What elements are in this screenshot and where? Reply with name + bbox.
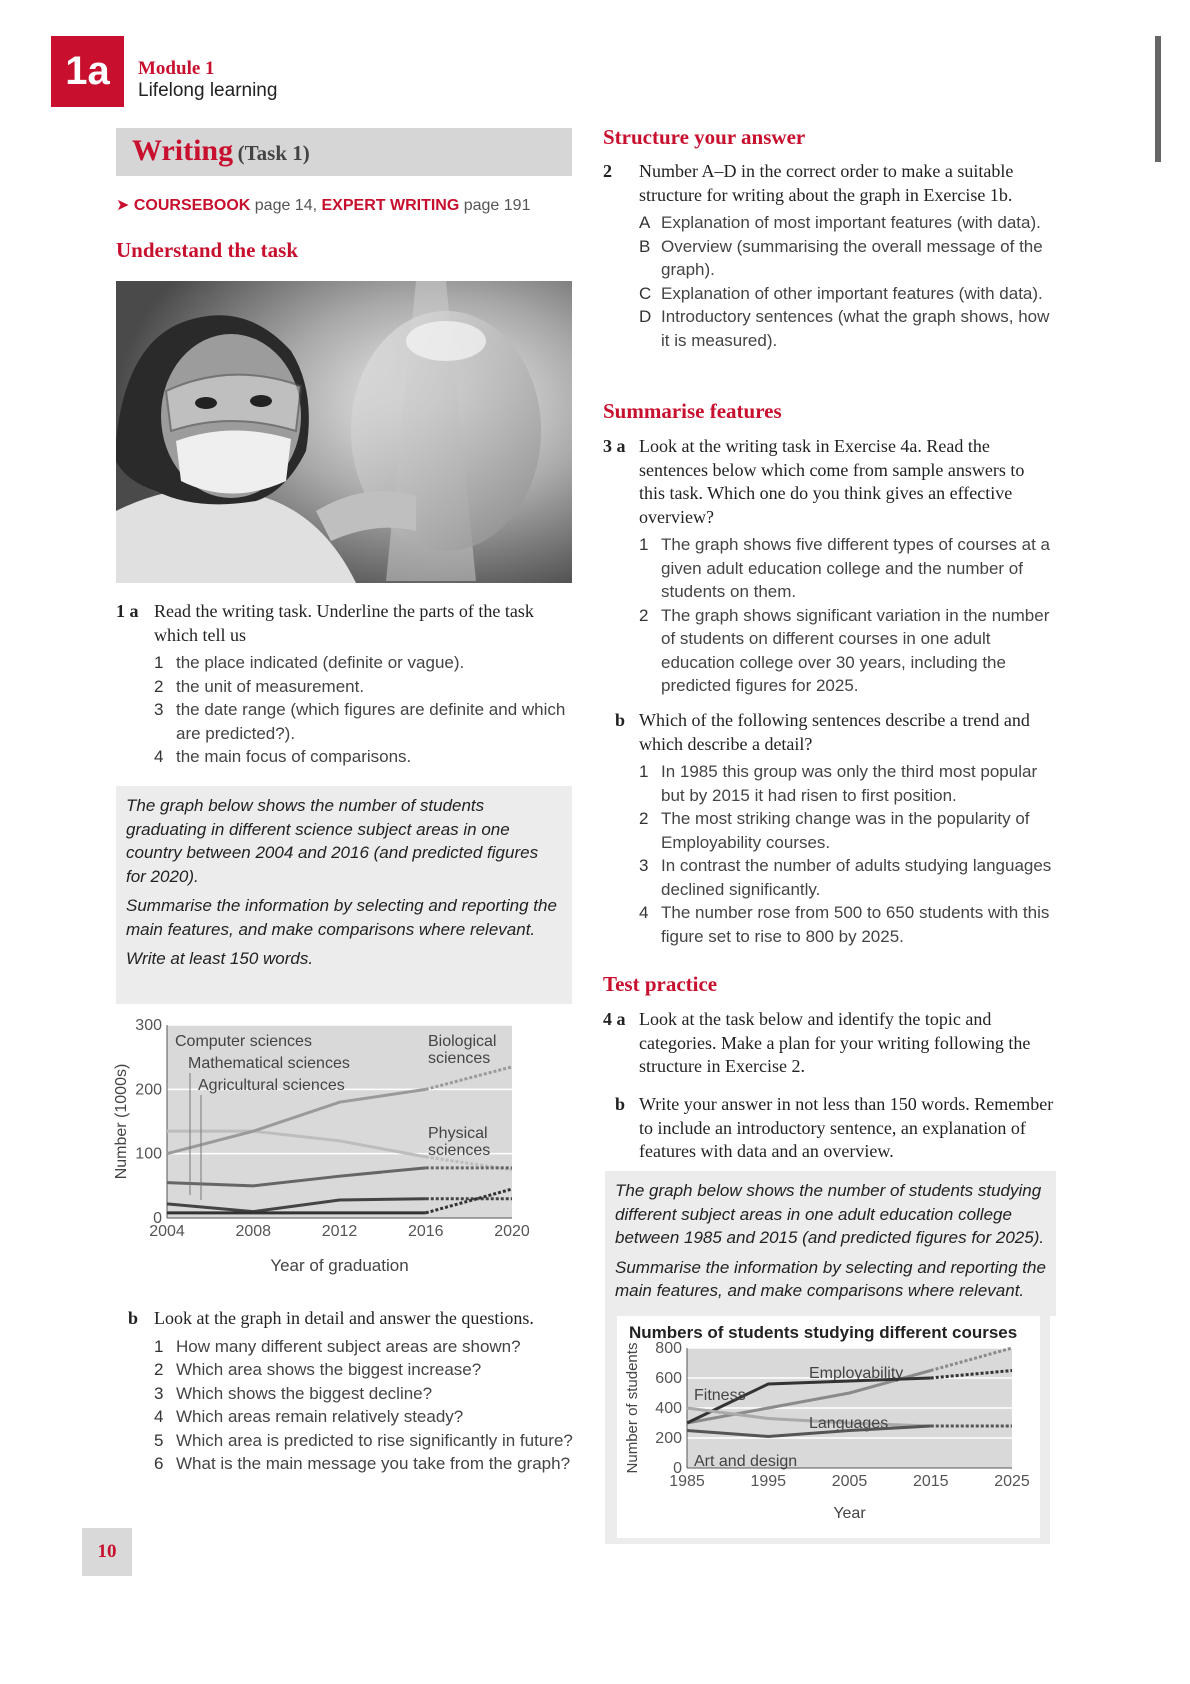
- x-tick-label: 2025: [994, 1473, 1030, 1490]
- exercise-list: [639, 533, 1053, 698]
- x-tick-label: 2008: [235, 1223, 272, 1240]
- list-item: 1 the place indicated (definite or vague).: [154, 653, 465, 672]
- list-item: 4 Which areas remain relatively steady?: [154, 1407, 464, 1426]
- exercise-list: [154, 651, 576, 769]
- exercise-instruction: Number A–D in the correct order to make a suitable structure for writing about the graph in Exercise 1b.: [639, 161, 1014, 205]
- exercise-3b: [603, 709, 1053, 948]
- list-item: 4 The number rose from 500 to 650 students with this figure set to rise to 800 by 2025.: [639, 903, 1050, 946]
- exercise-instruction: Write your answer in not less than 150 words. Remember to include an introductory sentence, an explanation of features with data and an overview.: [639, 1094, 1054, 1161]
- scientist-photo: [116, 281, 572, 583]
- understand-heading: Understand the task: [116, 238, 299, 262]
- list-item: C Explanation of other important features (with data).: [639, 283, 1043, 303]
- list-item: 5 Which area is predicted to rise significantly in future?: [154, 1430, 573, 1450]
- series-label: Mathematical sciences: [188, 1055, 350, 1072]
- test-practice-heading: Test practice: [603, 972, 718, 996]
- series-label: Fitness: [694, 1387, 746, 1404]
- list-item: 1 How many different subject areas are shown?: [154, 1336, 521, 1356]
- list-item: 3 the date range (which figures are definite and which are predicted?).: [154, 700, 566, 743]
- writing-task-box: [116, 786, 572, 1004]
- exercise-1b: [116, 1307, 576, 1476]
- exercise-instruction: Look at the writing task in Exercise 4a. Read the sentences below which come from sample answers to this task. Which one do you think gives an effective overview?: [639, 436, 1025, 527]
- coursebook-link[interactable]: COURSEBOOK: [133, 197, 251, 214]
- list-item: 1 The graph shows five different types of courses at a given adult education college and the number of students on them.: [639, 535, 1051, 601]
- writing-title: Writing: [132, 134, 234, 167]
- exercise-3a: [603, 435, 1053, 698]
- y-tick-label: 800: [655, 1340, 682, 1357]
- exercise-instruction: Look at the task below and identify the topic and categories. Make a plan for your writing following the structure in Exercise 2.: [639, 1009, 1031, 1076]
- exercise-number: b: [615, 710, 626, 730]
- exercise-instruction: Read the writing task. Underline the parts of the task which tell us: [154, 601, 534, 645]
- x-tick-label: 2016: [407, 1223, 444, 1240]
- x-tick-label: 1995: [750, 1473, 787, 1490]
- exercise-number: b: [615, 1094, 626, 1114]
- summarise-heading: Summarise features: [603, 399, 782, 423]
- exercise-instruction: Which of the following sentences describe a trend and which describe a detail?: [639, 710, 1030, 754]
- exercise-instruction: Look at the graph in detail and answer the questions.: [154, 1308, 534, 1328]
- x-tick-label: 2004: [149, 1223, 185, 1240]
- chart-title: Numbers of students studying different courses: [629, 1323, 1018, 1342]
- y-axis-label: Number of students: [624, 1342, 641, 1474]
- module-badge: 1a: [51, 36, 124, 107]
- cross-reference: [116, 195, 530, 215]
- list-item: A Explanation of most important features (with data).: [639, 213, 1041, 232]
- task-word-count: Write at least 150 words.: [126, 949, 314, 968]
- y-tick-label: 100: [135, 1145, 162, 1163]
- arrow-icon: ➤: [116, 197, 130, 214]
- series-label: Physical: [428, 1125, 488, 1142]
- list-item: B Overview (summarising the overall message of the graph).: [639, 236, 1043, 279]
- exercise-list: [154, 1335, 576, 1476]
- y-tick-label: 0: [153, 1210, 162, 1227]
- exercise-number: b: [128, 1308, 139, 1328]
- series-label: Computer sciences: [175, 1033, 312, 1050]
- exercise-list: [639, 211, 1053, 352]
- list-item: 3 Which shows the biggest decline?: [154, 1383, 433, 1403]
- exercise-number: 2: [603, 161, 612, 181]
- exercise-list: [639, 760, 1053, 948]
- module-title: Module 1: [138, 58, 215, 79]
- x-axis-label: Year: [833, 1505, 866, 1522]
- scrollbar[interactable]: [1155, 36, 1161, 162]
- series-label: Art and design: [694, 1453, 798, 1470]
- x-tick-label: 2015: [912, 1473, 949, 1490]
- exercise-number: 4 a: [603, 1009, 626, 1029]
- series-label: Agricultural sciences: [198, 1077, 345, 1094]
- exercise-number: 1 a: [116, 601, 139, 621]
- y-tick-label: 400: [655, 1400, 682, 1417]
- structure-heading: Structure your answer: [603, 125, 806, 149]
- x-axis-label: Year of graduation: [270, 1256, 409, 1275]
- task-description: The graph below shows the number of students graduating in different science subject areas in one country between 2004 and 2016 (and predicted figures for 2020).: [126, 796, 539, 886]
- x-tick-label: 2020: [494, 1223, 530, 1240]
- series-label: sciences: [428, 1142, 491, 1159]
- y-tick-label: 300: [135, 1017, 162, 1034]
- series-label: sciences: [428, 1050, 491, 1067]
- list-item: 2 The most striking change was in the popularity of Employability courses.: [639, 809, 1030, 852]
- task-instruction: Summarise the information by selecting and reporting the main features, and make comparisons where relevant.: [615, 1257, 1046, 1300]
- exercise-4b: [603, 1093, 1058, 1164]
- series-label: Employability: [809, 1365, 904, 1382]
- y-tick-label: 200: [655, 1430, 682, 1447]
- x-tick-label: 2012: [321, 1223, 358, 1240]
- exercise-2: [603, 160, 1053, 352]
- exercise-number: 3 a: [603, 436, 626, 456]
- list-item: 2 The graph shows significant variation in the number of students on different courses in one adult education college over 30 years, including the predicted figures for 2025.: [639, 605, 1050, 695]
- exercise-4a: [603, 1008, 1058, 1079]
- task-description: The graph below shows the number of students studying different subject areas in one adult education college between 1985 and 2015 (and predicted figures for 2025).: [615, 1181, 1045, 1247]
- section-title-bar: [116, 128, 572, 176]
- adult-courses-chart: [617, 1316, 1040, 1538]
- module-subtitle: Lifelong learning: [138, 80, 278, 101]
- list-item: 6 What is the main message you take from the graph?: [154, 1454, 571, 1473]
- y-tick-label: 200: [135, 1081, 162, 1099]
- science-graduates-chart: [112, 1015, 578, 1300]
- list-item: 2 Which area shows the biggest increase?: [154, 1360, 482, 1379]
- exercise-1a: [116, 600, 576, 769]
- series-label: Languages: [809, 1415, 889, 1432]
- coursebook-page: page 14,: [254, 197, 318, 214]
- list-item: 4 the main focus of comparisons.: [154, 747, 412, 766]
- list-item: D Introductory sentences (what the graph shows, how it is measured).: [639, 307, 1050, 350]
- list-item: 3 In contrast the number of adults studying languages declined significantly.: [639, 856, 1052, 899]
- y-axis-label: Number (1000s): [113, 1063, 130, 1180]
- task-instruction: Summarise the information by selecting and reporting the main features, and make comparisons where relevant.: [126, 896, 557, 939]
- x-tick-label: 2005: [831, 1473, 868, 1490]
- y-tick-label: 0: [673, 1460, 682, 1477]
- list-item: 2 the unit of measurement.: [154, 676, 365, 696]
- test-task-box: [605, 1171, 1056, 1316]
- expert-writing-link[interactable]: EXPERT WRITING: [321, 197, 460, 214]
- x-tick-label: 1985: [669, 1473, 705, 1490]
- list-item: 1 In 1985 this group was only the third most popular but by 2015 it had risen to first position.: [639, 762, 1038, 805]
- expert-writing-page: page 191: [463, 197, 531, 214]
- series-label: Biological: [428, 1033, 497, 1050]
- page-number: 10: [82, 1528, 132, 1576]
- writing-task-label: (Task 1): [237, 141, 310, 165]
- y-tick-label: 600: [655, 1370, 682, 1387]
